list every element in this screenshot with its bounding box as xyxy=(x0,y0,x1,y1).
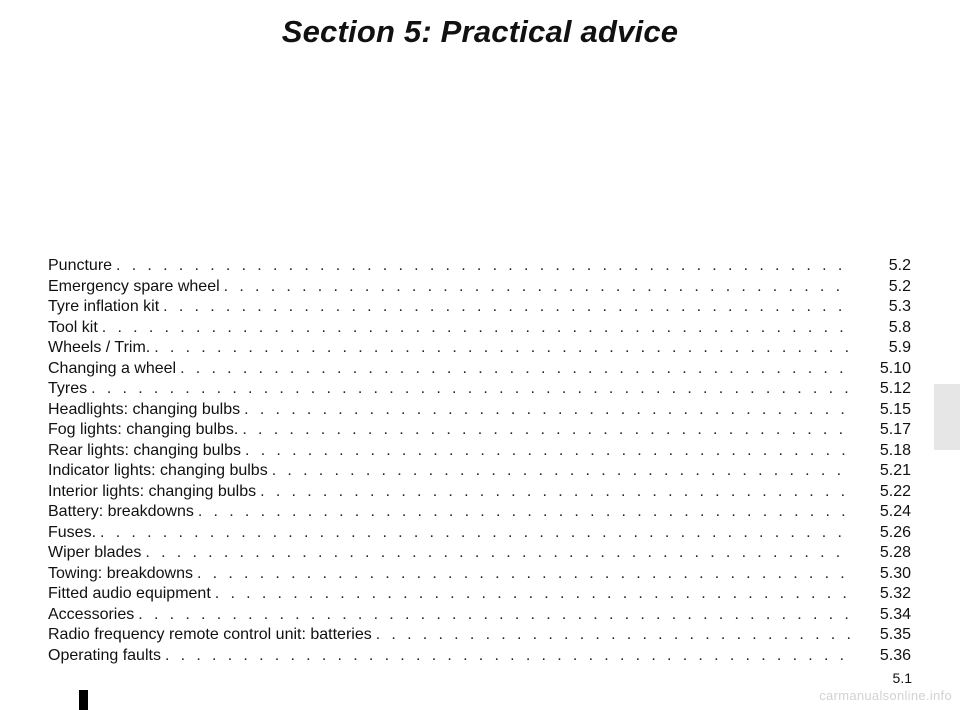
toc-item-label: Wiper blades xyxy=(48,544,142,561)
toc-item[interactable] xyxy=(48,461,911,482)
toc-item-page: 5.24 xyxy=(879,503,911,520)
toc-item-page: 5.34 xyxy=(879,605,911,623)
toc-dot-leader xyxy=(272,461,851,482)
toc-item-page: 5.30 xyxy=(879,564,911,582)
toc-item[interactable] xyxy=(48,543,911,564)
toc-item-label: Headlights: changing bulbs xyxy=(48,400,241,418)
toc-item-page: 5.22 xyxy=(879,482,911,500)
toc-dot-leader xyxy=(100,523,851,544)
toc-item-label: Fuses. xyxy=(48,523,97,541)
toc-item[interactable] xyxy=(48,297,911,318)
toc-item-page: 5.21 xyxy=(879,462,911,479)
toc-item[interactable] xyxy=(48,420,911,441)
toc-item-page: 5.26 xyxy=(879,523,911,541)
toc-item[interactable] xyxy=(48,482,911,503)
page-number: 5.1 xyxy=(892,670,912,686)
toc-dot-leader xyxy=(163,297,851,318)
toc-item-page: 5.2 xyxy=(888,257,911,274)
toc-item-page: 5.17 xyxy=(879,421,911,438)
toc-item[interactable] xyxy=(48,338,911,359)
toc-dot-leader xyxy=(180,359,851,380)
crop-mark xyxy=(79,690,88,710)
toc-item-label: Wheels / Trim. xyxy=(48,339,151,356)
toc-item-page: 5.2 xyxy=(888,277,911,295)
toc-dot-leader xyxy=(102,318,851,339)
toc-item-label: Rear lights: changing bulbs xyxy=(48,441,242,459)
toc-dot-leader xyxy=(376,625,851,646)
toc-dot-leader xyxy=(198,502,851,523)
toc-item-page: 5.36 xyxy=(879,646,911,664)
toc-item[interactable] xyxy=(48,379,911,400)
toc-item-page: 5.28 xyxy=(879,544,911,561)
toc-item[interactable] xyxy=(48,256,911,277)
toc-item-page: 5.8 xyxy=(888,318,911,336)
toc-item-page: 5.10 xyxy=(879,359,911,377)
toc-item[interactable] xyxy=(48,625,911,646)
toc-item[interactable] xyxy=(48,277,911,298)
page-title: Section 5: Practical advice xyxy=(281,14,679,49)
toc-item-label: Towing: breakdowns xyxy=(48,564,193,582)
toc-item-page: 5.32 xyxy=(879,585,911,602)
toc-item-page: 5.9 xyxy=(888,339,911,356)
toc-dot-leader xyxy=(260,482,851,503)
toc-item[interactable] xyxy=(48,359,911,380)
toc-item-label: Tool kit xyxy=(48,318,98,336)
toc-item-label: Battery: breakdowns xyxy=(48,503,194,520)
toc-item[interactable] xyxy=(48,523,911,544)
toc-item-page: 5.15 xyxy=(879,400,911,418)
toc-dot-leader xyxy=(116,256,851,277)
toc-item-label: Changing a wheel xyxy=(48,359,177,377)
toc-item-label: Indicator lights: changing bulbs xyxy=(48,462,268,479)
toc-item-label: Tyres xyxy=(48,380,88,397)
toc-dot-leader xyxy=(145,543,851,564)
section-thumb-tab xyxy=(934,384,960,450)
toc-item-label: Operating faults xyxy=(48,646,161,664)
watermark: carmanualsonline.info xyxy=(819,688,952,703)
toc-dot-leader xyxy=(165,646,851,667)
toc-dot-leader xyxy=(215,584,851,605)
table-of-contents xyxy=(48,256,911,666)
toc-item[interactable] xyxy=(48,400,911,421)
toc-dot-leader xyxy=(154,338,851,359)
toc-dot-leader xyxy=(197,564,851,585)
toc-item[interactable] xyxy=(48,502,911,523)
toc-item[interactable] xyxy=(48,564,911,585)
toc-item[interactable] xyxy=(48,441,911,462)
toc-dot-leader xyxy=(245,441,851,462)
toc-item-page: 5.3 xyxy=(888,298,911,315)
toc-item-label: Fog lights: changing bulbs. xyxy=(48,421,239,438)
toc-item-label: Accessories xyxy=(48,605,135,623)
toc-item[interactable] xyxy=(48,318,911,339)
toc-dot-leader xyxy=(242,420,851,441)
toc-item-label: Radio frequency remote control unit: batteries xyxy=(48,626,372,643)
toc-dot-leader xyxy=(244,400,851,421)
toc-item-page: 5.18 xyxy=(879,441,911,459)
toc-dot-leader xyxy=(91,379,851,400)
toc-item-label: Fitted audio equipment xyxy=(48,585,211,602)
toc-dot-leader xyxy=(138,605,851,626)
toc-item-label: Puncture xyxy=(48,257,113,274)
toc-item-page: 5.35 xyxy=(879,626,911,643)
toc-dot-leader xyxy=(224,277,851,298)
toc-item-label: Emergency spare wheel xyxy=(48,277,220,295)
toc-item-label: Tyre inflation kit xyxy=(48,298,160,315)
toc-item-page: 5.12 xyxy=(879,380,911,397)
toc-item[interactable] xyxy=(48,584,911,605)
toc-item[interactable] xyxy=(48,605,911,626)
toc-item[interactable] xyxy=(48,646,911,667)
toc-item-label: Interior lights: changing bulbs xyxy=(48,482,257,500)
